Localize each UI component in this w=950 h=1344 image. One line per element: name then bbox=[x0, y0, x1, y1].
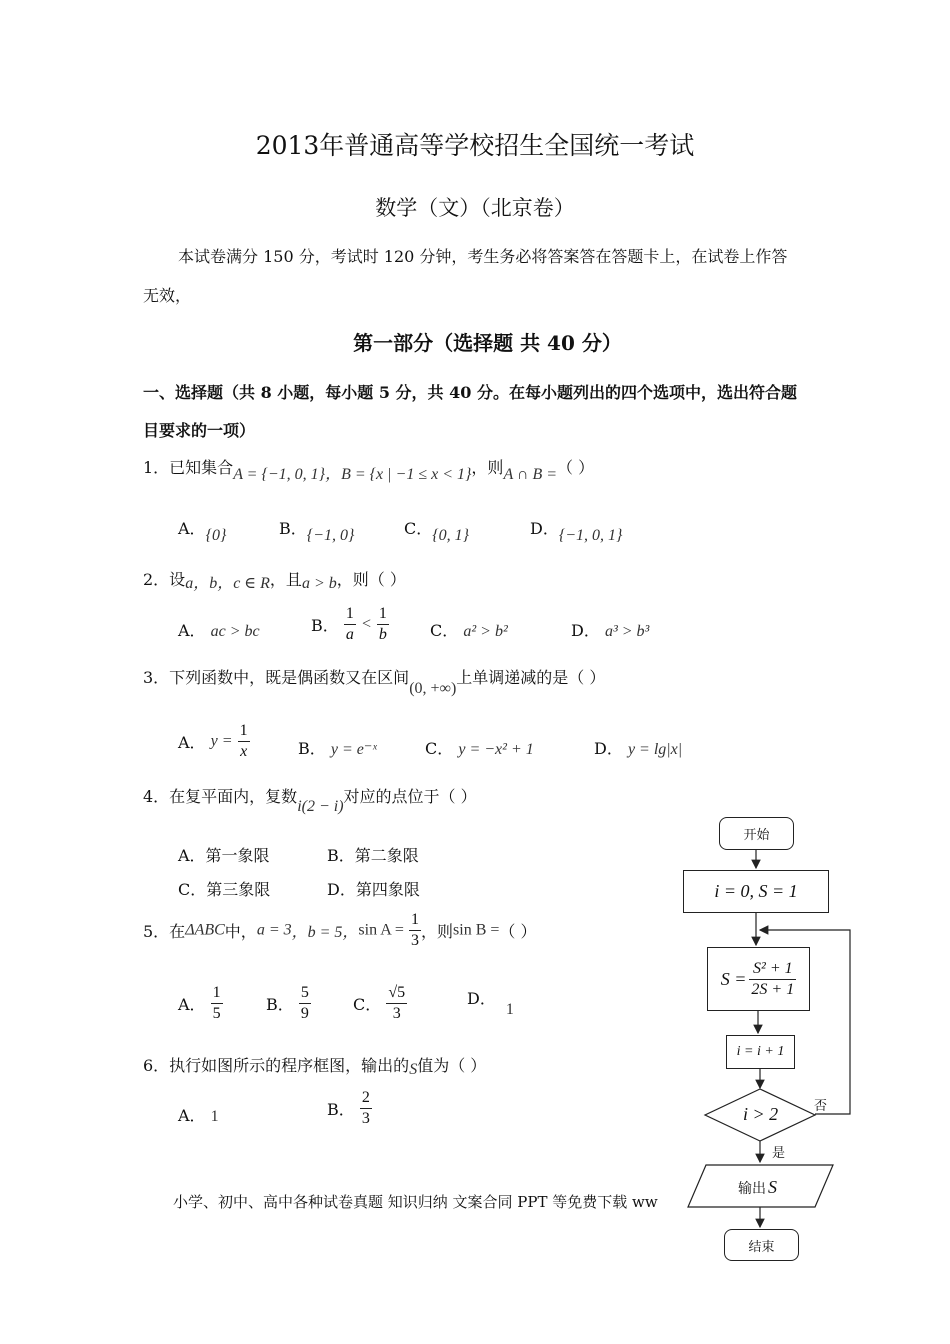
q1-option-c: C．{0, 1} bbox=[404, 519, 470, 544]
flow-no-label: 否 bbox=[814, 1099, 828, 1114]
q1-set-a: A = {−1, 0, 1} bbox=[233, 466, 326, 483]
q2-option-d: D． a³ > b³ bbox=[571, 621, 650, 640]
q2-cond: a > b bbox=[301, 575, 337, 592]
question-5: 5．在ΔABC中，a = 3，b = 5，sin A = $\frac{1}{3}$ ，则sin B =（ ） bbox=[143, 911, 537, 949]
q5-option-c: C． $\frac{√5}{3}$ bbox=[353, 984, 406, 1022]
q2-option-c: C． a² > b² bbox=[430, 621, 508, 640]
q3-option-b: B． y = e⁻ˣ bbox=[298, 739, 377, 758]
q3-option-a: A． y = $\frac{1}{x}$ bbox=[178, 722, 248, 760]
footer-watermark: 小学、初中、高中各种试卷真题 知识归纳 文案合同 PPT 等免费下载 ww bbox=[173, 1193, 658, 1211]
q5-option-b: B． $\frac{5}{9}$ bbox=[266, 984, 309, 1022]
intro-line-2: 无效， bbox=[143, 286, 192, 305]
question-3: 3．下列函数中，既是偶函数又在区间(0, +∞)上单调递减的是（ ） bbox=[143, 668, 606, 697]
q3-option-d: D． y = lg|x| bbox=[594, 739, 683, 758]
q4-option-a: A．第一象限 bbox=[178, 846, 270, 865]
section-instruction-1: 一、选择题（共 8 小题，每小题 5 分，共 40 分。在每小题列出的四个选项中，选出符合题 bbox=[143, 383, 797, 402]
q1-then: ，则 bbox=[471, 458, 504, 477]
q1-option-a: A．{0} bbox=[178, 519, 227, 544]
flow-assign: S = $\frac{\text{S² + 1}}{2S + 1}$ bbox=[707, 947, 810, 1011]
question-6: 6．执行如图所示的程序框图，输出的S值为（ ） bbox=[143, 1056, 487, 1078]
exam-title: 2013年普通高等学校招生全国统一考试 bbox=[255, 131, 695, 160]
q1-paren: （ ） bbox=[557, 458, 595, 477]
q2-option-b: B． $\frac{1}{a}$ < $\frac{1}{b}$ bbox=[311, 605, 387, 643]
q4-option-b: B．第二象限 bbox=[327, 846, 419, 865]
flow-output-label: 输出 S bbox=[738, 1177, 777, 1197]
flow-increment: i = i + 1 bbox=[726, 1035, 795, 1069]
flow-condition-label: i > 2 bbox=[743, 1104, 779, 1124]
q5-option-a: A． $\frac{1}{5}$ bbox=[178, 984, 221, 1022]
question-4: 4．在复平面内，复数i(2 − i)对应的点位于（ ） bbox=[143, 787, 477, 815]
section-instruction-2: 目要求的一项） bbox=[143, 421, 256, 440]
q3-option-c: C． y = −x² + 1 bbox=[425, 739, 534, 758]
flow-init: i = 0, S = 1 bbox=[683, 870, 829, 913]
question-2: 2．设a，b，c ∈ R，且a > b，则（ ） bbox=[143, 570, 406, 592]
q5-option-d: D．1 bbox=[467, 989, 514, 1018]
flow-start: 开始 bbox=[719, 817, 794, 850]
q3-interval: (0, +∞) bbox=[409, 680, 457, 697]
q1-stem: 1．已知集合 bbox=[143, 458, 234, 477]
q1-set-b: ，B = {x | −1 ≤ x < 1} bbox=[325, 466, 472, 483]
flow-end: 结束 bbox=[724, 1229, 799, 1261]
intro-line-1: 本试卷满分 150 分，考试时 120 分钟，考生务必将答案答在答题卡上，在试卷上作答 bbox=[178, 247, 788, 266]
q4-option-d: D．第四象限 bbox=[327, 880, 420, 899]
q4-option-c: C．第三象限 bbox=[178, 880, 271, 899]
q6-option-b: B． $\frac{2}{3}$ bbox=[327, 1089, 370, 1127]
q1-expr: A ∩ B = bbox=[503, 466, 558, 483]
q4-expr: i(2 − i) bbox=[297, 798, 344, 815]
q1-option-d: D．{−1, 0, 1} bbox=[530, 519, 623, 544]
q1-option-b: B．{−1, 0} bbox=[279, 519, 355, 544]
q2-vars: a，b，c ∈ R bbox=[185, 575, 270, 592]
part-heading: 第一部分（选择题 共 40 分） bbox=[353, 331, 622, 355]
q6-option-a: A． 1 bbox=[178, 1106, 219, 1125]
q2-option-a: A． ac > bc bbox=[178, 621, 260, 640]
exam-subtitle: 数学（文）（北京卷） bbox=[375, 196, 575, 220]
flow-yes-label: 是 bbox=[772, 1146, 786, 1161]
